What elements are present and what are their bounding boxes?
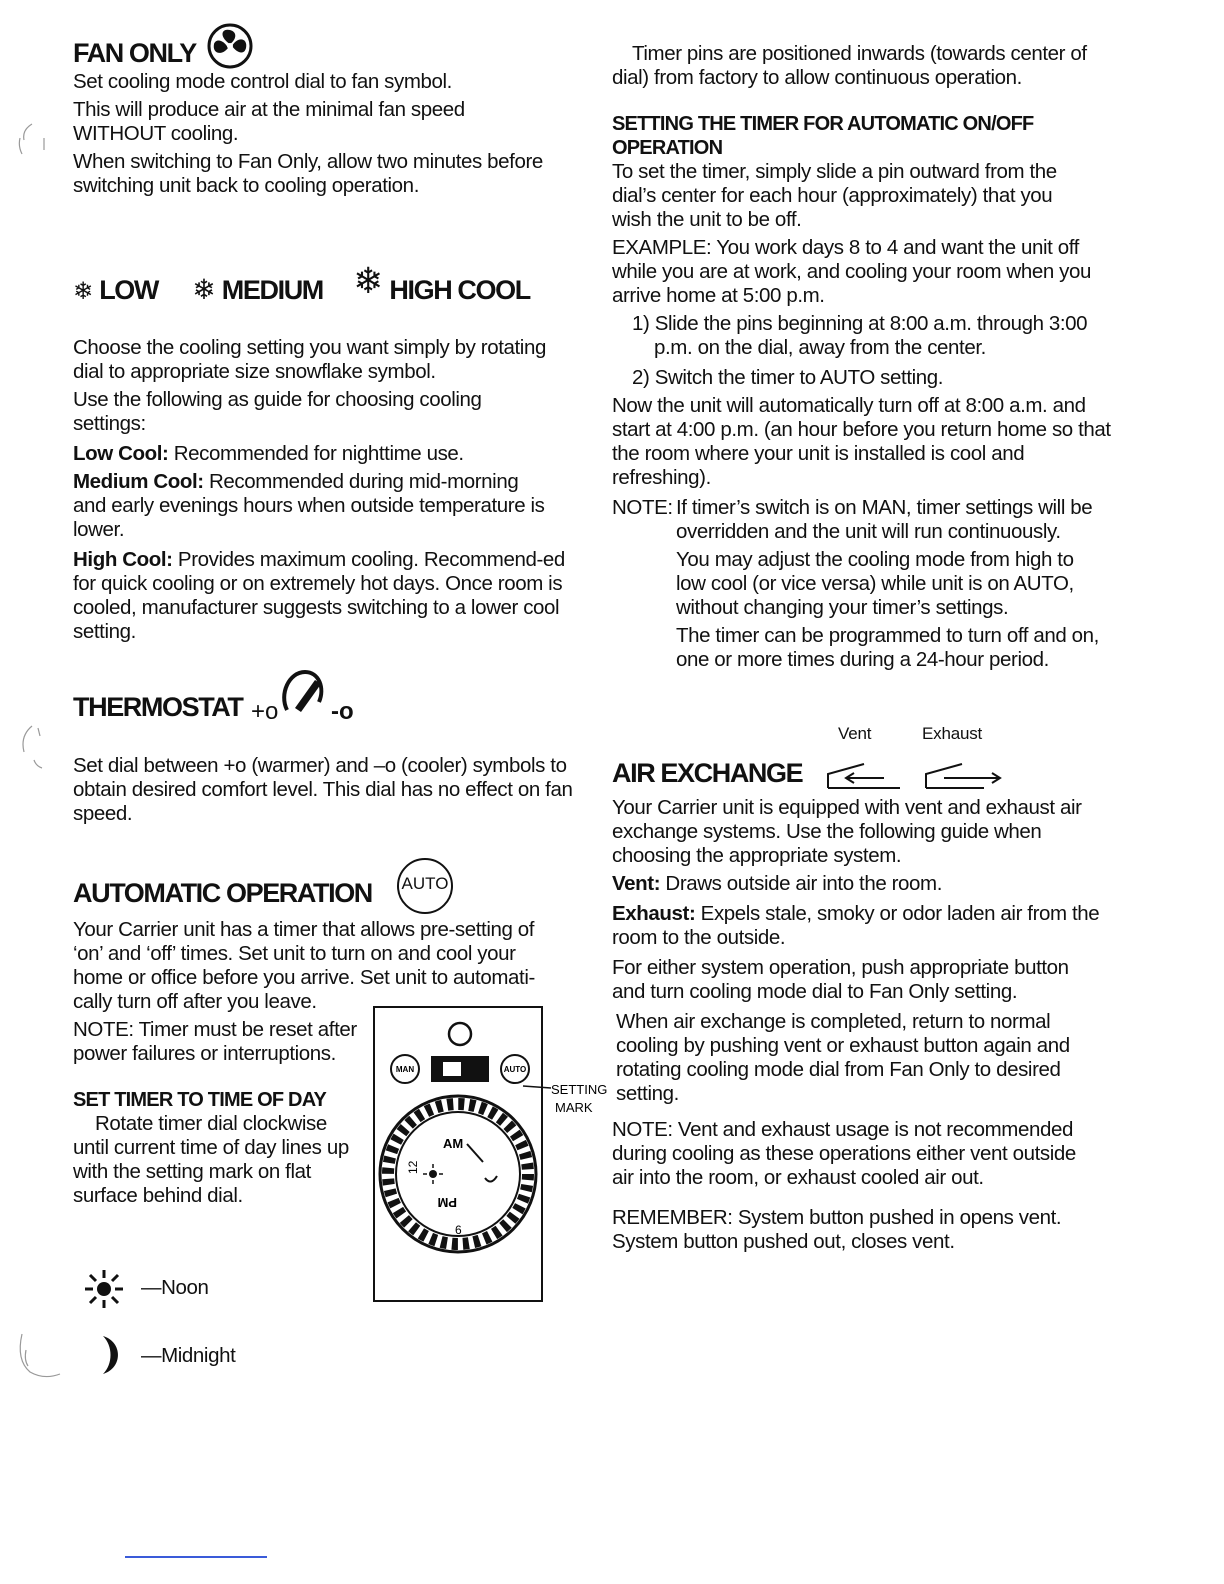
timer-note2: You may adjust the cooling mode from high to low cool (or vice versa) while unit is on AUTO, without changing your timer’s settings. (676, 548, 1074, 619)
twelve-label: 12 (406, 1160, 420, 1174)
thermostat-heading: THERMOSTAT (73, 692, 243, 722)
air-note: NOTE: Vent and exhaust usage is not recommended during cooling as these operations either vent outside air into the room, or exhaust cooled air out. (612, 1118, 1076, 1189)
low-label: LOW (99, 275, 158, 305)
am-label: AM (443, 1136, 464, 1151)
low-cool-label: Low Cool: (73, 442, 169, 465)
automatic-p1: Your Carrier unit has a timer that allows pre-setting of ‘on’ and ‘off’ times. Set unit to turn on and cool your home or office before you arrive. Set unit to automati-cally turn off after you leave. (73, 918, 535, 1013)
fan-only-p1: Set cooling mode control dial to fan symbol. (73, 70, 452, 93)
fan-only-heading: FAN ONLY (73, 38, 196, 68)
timer-step2: 2) Switch the timer to AUTO setting. (632, 366, 944, 389)
air-vent-line (612, 872, 1112, 896)
low-cool-line (73, 442, 568, 466)
timer-diagram (373, 1006, 613, 1304)
snowflake-small-icon: ❄ (73, 278, 94, 305)
high-cool-line (73, 548, 565, 644)
set-timer-text: Rotate timer dial clockwise until current time of day lines up with the setting mark on flat surface behind dial. (73, 1112, 349, 1207)
air-p3: When air exchange is completed, return to normal cooling by pushing vent or exhaust button again and rotating cooling mode dial from Fan Only to desired setting. (616, 1010, 1070, 1105)
margin-mark-1 (10, 120, 50, 160)
noon-label: —Noon (141, 1276, 209, 1299)
timer-p1: To set the timer, simply slide a pin outward from the dial’s center for each hour (approximately) that you wish the unit to be off. (612, 160, 1057, 231)
high-cool-text: Provides maximum cooling. Recommend-ed for quick cooling or on extremely hot days. Once room is cooled, manufacturer suggests switching to a lower cool setting. (73, 548, 565, 643)
auto-badge: AUTO (397, 858, 453, 914)
snowflake-large-icon: ❄ (353, 260, 384, 301)
margin-mark-3 (10, 1330, 70, 1390)
air-p1: Your Carrier unit is equipped with vent and exhaust air exchange systems. Use the following guide when choosing the appropriate system. (612, 796, 1082, 867)
air-exchange-heading: AIR EXCHANGE (612, 758, 803, 788)
cool-p2: Use the following as guide for choosing cooling settings: (73, 388, 482, 435)
pm-label: PM (437, 1195, 457, 1210)
margin-mark-2 (12, 722, 48, 770)
set-timer-heading: SET TIMER TO TIME OF DAY (73, 1089, 327, 1111)
vent-arrow-icon (824, 760, 904, 792)
auto-label: AUTO (503, 1065, 527, 1074)
moon-icon (93, 1332, 127, 1378)
thermostat-dial-icon (279, 666, 329, 722)
air-exhaust-line (612, 902, 1102, 950)
vent-bold: Vent: (612, 872, 661, 895)
high-cool-label: High Cool: (73, 548, 173, 571)
fan-only-p2b: WITHOUT cooling. (73, 122, 239, 145)
vent-text: Draws outside air into the room. (660, 872, 943, 895)
high-label: HIGH COOL (389, 275, 530, 305)
timer-example: EXAMPLE: You work days 8 to 4 and want the unit off while you are at work, and cooling your room when you arrive home at 5:00 p.m. (612, 236, 1092, 307)
exhaust-label: Exhaust (922, 724, 983, 743)
low-cool-text: Recommended for nighttime use. (168, 442, 464, 465)
timer-intro: Timer pins are positioned inwards (towards center of dial) from factory to allow continuous operation. (612, 42, 1087, 89)
air-p2: For either system operation, push appropriate button and turn cooling mode dial to Fan Only setting. (612, 956, 1069, 1003)
plus-symbol: +o (251, 698, 279, 725)
midnight-label: —Midnight (141, 1344, 236, 1367)
left-column (73, 28, 608, 1367)
minus-symbol: -o (331, 698, 354, 725)
six-label: 6 (455, 1223, 462, 1237)
exhaust-bold: Exhaust: (612, 902, 696, 925)
medium-cool-label: Medium Cool: (73, 470, 204, 493)
setting-mark-1: SETTING (551, 1082, 608, 1097)
setting-mark-2: MARK (555, 1100, 593, 1115)
timer-note1: If timer’s switch is on MAN, timer settings will be overridden and the unit will run continuously. (676, 496, 1093, 543)
fan-only-p3: When switching to Fan Only, allow two minutes before switching unit back to cooling operation. (73, 150, 543, 197)
exhaust-arrow-icon (922, 760, 1006, 792)
timer-p2: Now the unit will automatically turn off at 8:00 a.m. and start at 4:00 p.m. (an hour before you return home so that the room where your unit is installed is cool and refreshing). (612, 394, 1111, 489)
exhaust-text: Expels stale, smoky or odor laden air from the room to the outside. (612, 902, 1100, 949)
vent-label: Vent (838, 724, 872, 743)
footer-rule (125, 1556, 267, 1558)
automatic-heading: AUTOMATIC OPERATION (73, 878, 372, 908)
thermostat-text: Set dial between +o (warmer) and –o (cooler) symbols to obtain desired comfort level. This dial has no effect on fan speed. (73, 754, 573, 825)
man-label: MAN (395, 1065, 415, 1074)
cool-p1: Choose the cooling setting you want simply by rotating dial to appropriate size snowflake symbol. (73, 336, 546, 383)
timer-step1: 1) Slide the pins beginning at 8:00 a.m. through 3:00 p.m. on the dial, away from the center. (632, 312, 1088, 359)
automatic-note: NOTE: Timer must be reset after power failures or interruptions. (73, 1018, 357, 1065)
medium-cool-line (73, 470, 553, 542)
cool-settings-heading (73, 260, 530, 307)
timer-note3: The timer can be programmed to turn off and on, one or more times during a 24-hour period. (676, 624, 1099, 671)
fan-only-section (73, 28, 573, 224)
cool-settings-section (73, 258, 573, 643)
snowflake-medium-icon: ❄ (192, 274, 216, 305)
thermostat-section (73, 658, 573, 825)
timer-note-label: NOTE: (612, 496, 673, 519)
air-remember: REMEMBER: System button pushed in opens vent. System button pushed out, closes vent. (612, 1206, 1062, 1253)
medium-label: MEDIUM (221, 275, 323, 305)
timer-heading: SETTING THE TIMER FOR AUTOMATIC ON/OFF OPERATION (612, 113, 1034, 159)
fan-only-p2a: This will produce air at the minimal fan speed (73, 98, 465, 121)
medium-cool-text: Recommended during mid-morning and early evenings hours when outside temperature is lower. (73, 470, 545, 541)
fan-icon (206, 22, 254, 70)
sun-icon (81, 1266, 127, 1312)
